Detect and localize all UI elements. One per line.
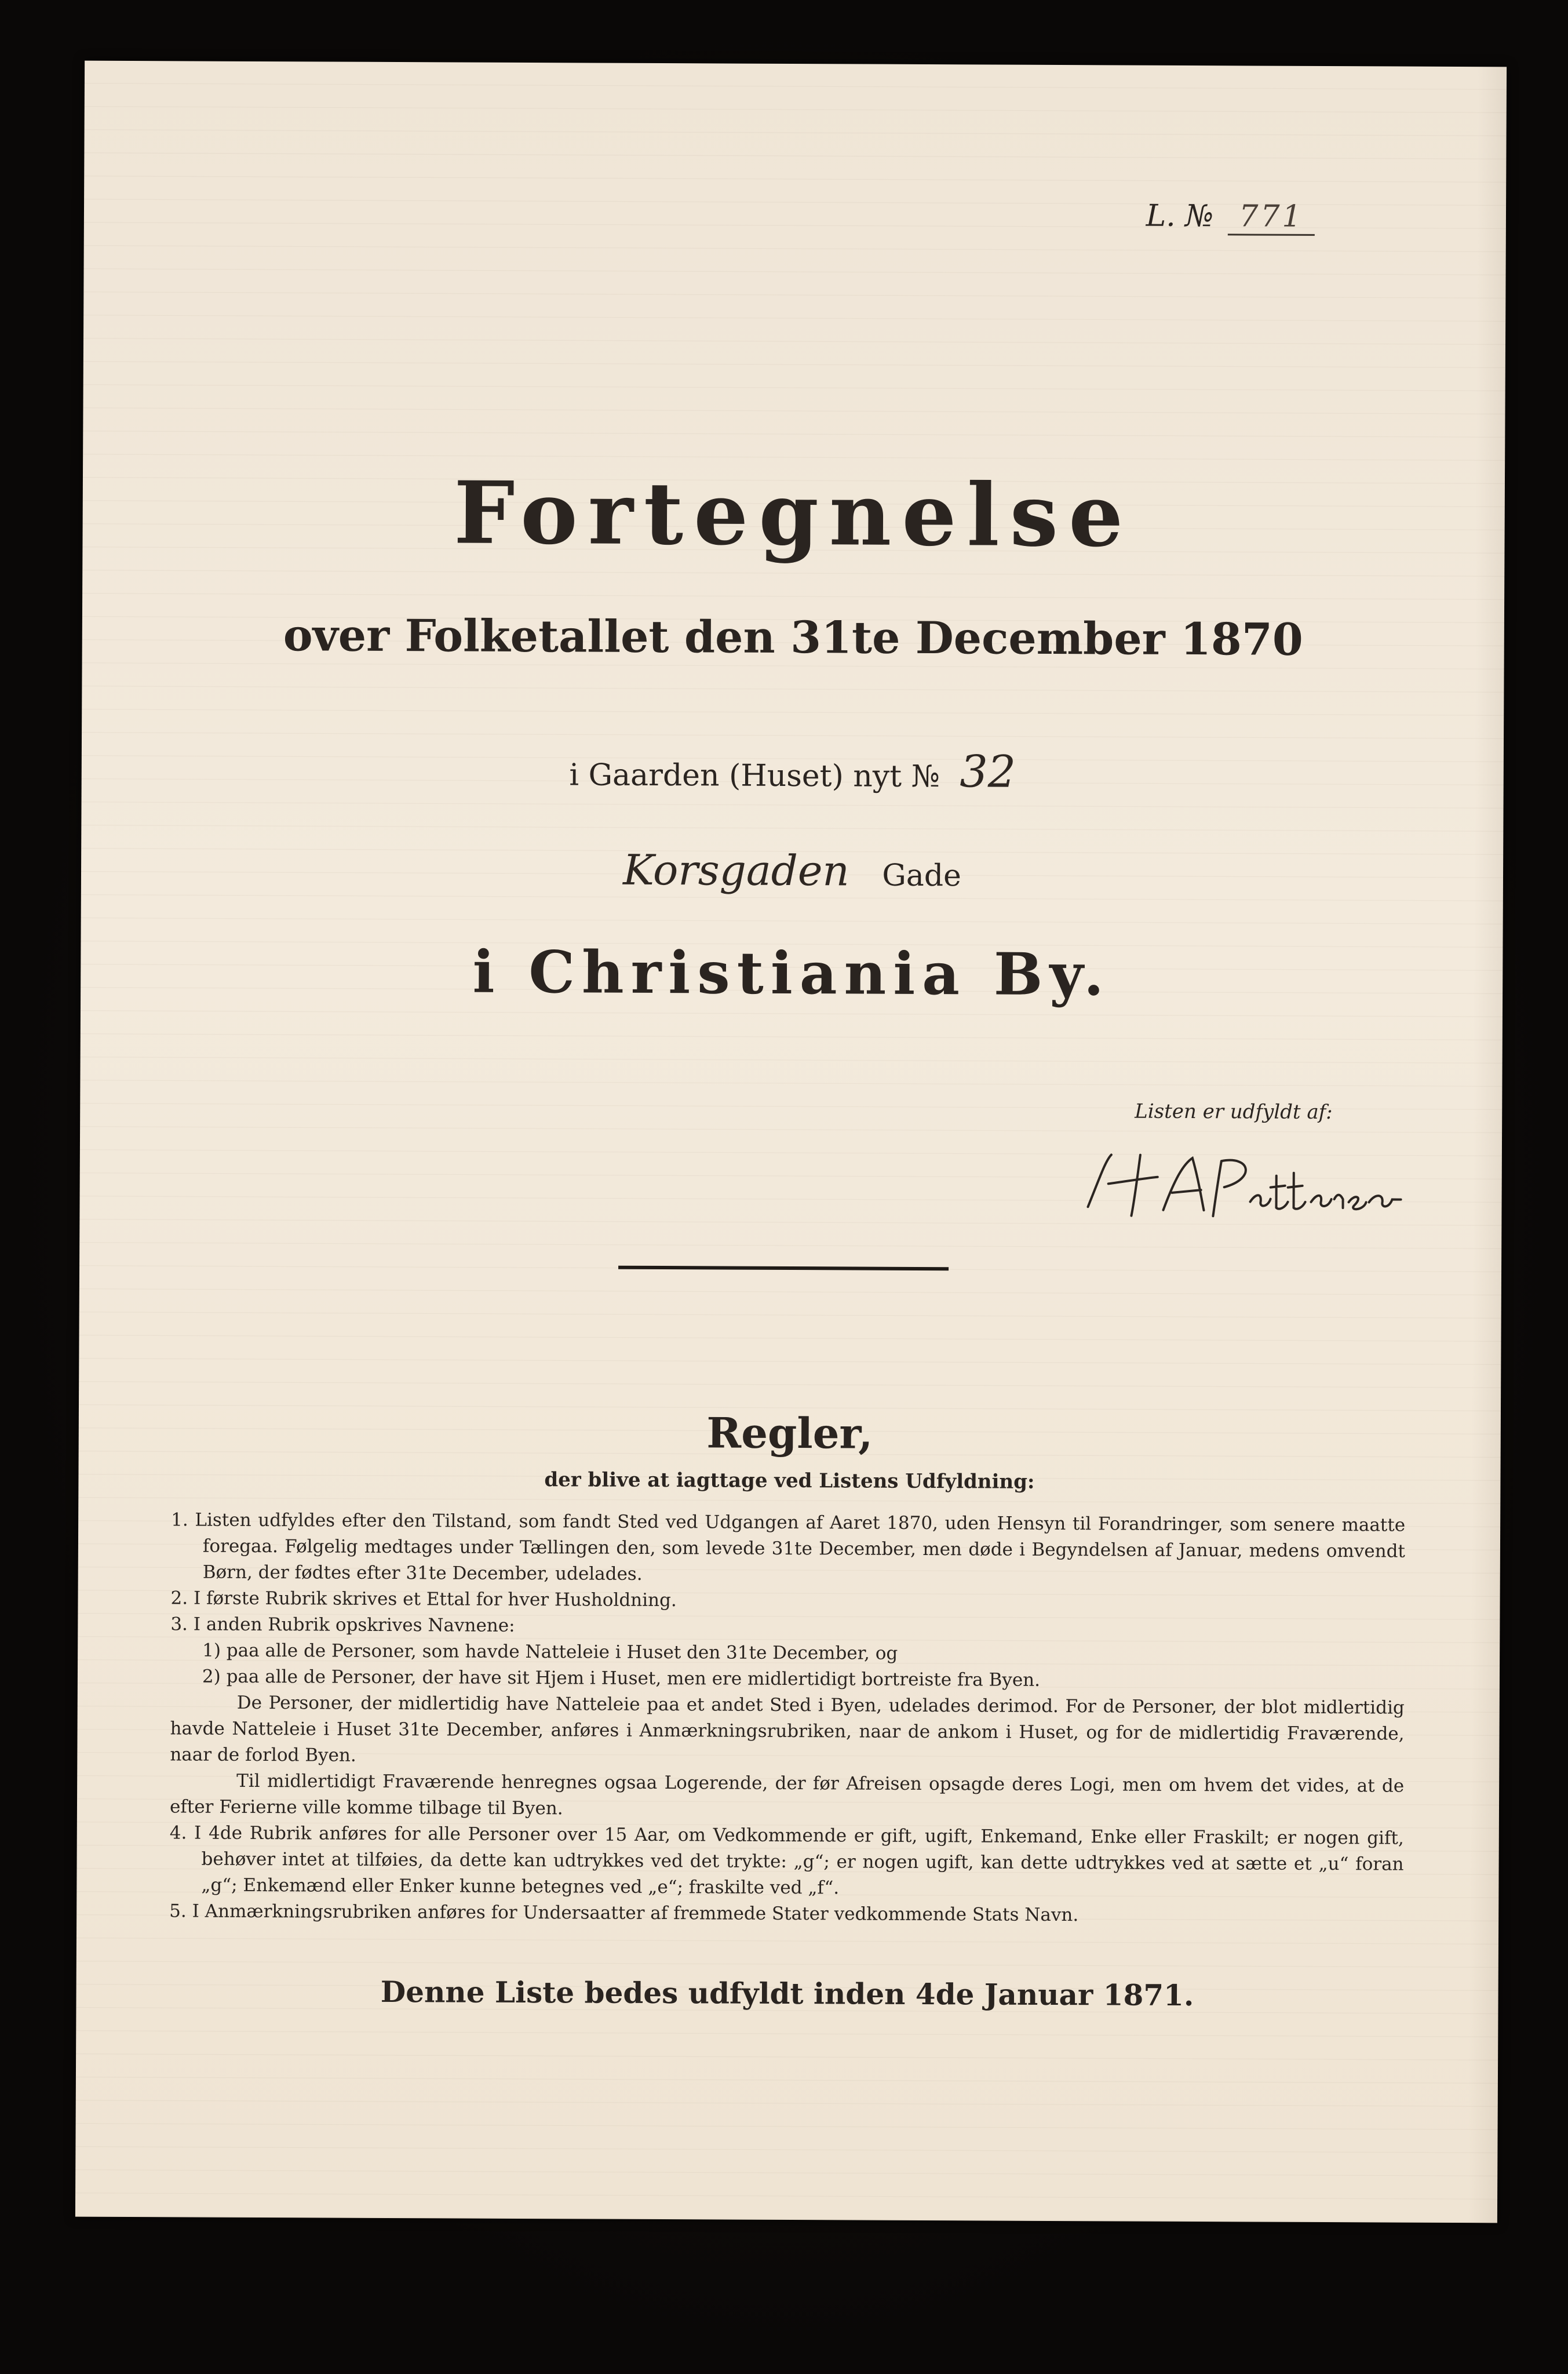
document-title: Fortegnelse <box>453 462 1134 566</box>
deadline-footer: Denne Liste bedes udfyldt inden 4de Januar 1871. <box>380 1974 1194 2013</box>
rule-3: 3. I anden Rubrik opskrives Navnene: <box>170 1614 515 1636</box>
rule-3-note-1: De Personer, der midlertidig have Natteleie paa et andet Sted i Byen, udelades derimod. For de Personer, der blot midlertidig havde Natteleie i Huset 31te December, anføres i Anmærkningsrubriken, naar de ankom i Huset, og for de midlertidig Fraværende, naar de forlod Byen. <box>170 1692 1405 1766</box>
divider-rule <box>618 1266 949 1270</box>
list-number <box>1146 199 1315 236</box>
handwritten-signature <box>1076 1143 1413 1232</box>
rules-list <box>169 1507 1405 1929</box>
street-label: Gade <box>882 858 962 894</box>
rule-4: 4. I 4de Rubrik anføres for alle Personer over 15 Aar, om Vedkommende er gift, ugift, Enkemand, Enke eller Fraskilt; er nogen gift, behøver intet at tilføies, da dette kan udtrykkes ved det trykte: „g“; er nogen ugift, kan dette udtrykkes ved at sætte et „u“ foran „g“; Enkemænd eller Enker kunne betegnes ved „e“; fraskilte ved „f“. <box>169 1822 1404 1899</box>
document-subtitle: over Folketallet den 31te December 1870 <box>283 609 1303 665</box>
list-number-prefix: L. № <box>1146 198 1214 234</box>
street-name-handwritten: Korsgaden <box>622 845 849 895</box>
house-line <box>82 742 1504 800</box>
house-number-handwritten: 32 <box>960 745 1016 798</box>
house-label: i Gaarden (Huset) nyt № <box>569 758 940 795</box>
rules-heading: Regler, <box>706 1408 873 1458</box>
rule-1: 1. Listen udfyldes efter den Tilstand, som fandt Sted ved Udgangen af Aaret 1870, uden Hensyn til Forandringer, som senere maatte foregaa. Følgelig medtages under Tællingen den, som levede 31te December, men døde i Begyndelsen af Januar, medens omvendt Børn, der fødtes efter 31te December, udelades. <box>171 1509 1406 1585</box>
rule-3-note-2: Til midlertidigt Fraværende henregnes ogsaa Logerende, der før Afreisen opsagde deres Logi, men om hvem det vides, at de efter Ferierne ville komme tilbage til Byen. <box>169 1770 1405 1819</box>
city-line: i Christiania By. <box>472 937 1111 1009</box>
rule-3-sub-1: 1) paa alle de Personer, som havde Natteleie i Huset den 31te December, og <box>202 1640 898 1664</box>
rule-2: 2. I første Rubrik skrives et Ettal for hver Husholdning. <box>170 1587 677 1611</box>
rules-subheading: der blive at iagttage ved Listens Udfyldning: <box>544 1468 1035 1494</box>
census-form-page <box>75 61 1507 2223</box>
filled-by-label: Listen er udfyldt af: <box>1135 1099 1333 1124</box>
list-number-handwritten: 771 <box>1228 199 1315 236</box>
street-line <box>81 843 1503 898</box>
rule-5: 5. I Anmærkningsrubriken anføres for Undersaatter af fremmede Stater vedkommende Stats Navn. <box>169 1900 1079 1926</box>
rule-3-sub-2: 2) paa alle de Personer, der have sit Hjem i Huset, men ere midlertidigt bortreiste fra Byen. <box>202 1666 1041 1691</box>
